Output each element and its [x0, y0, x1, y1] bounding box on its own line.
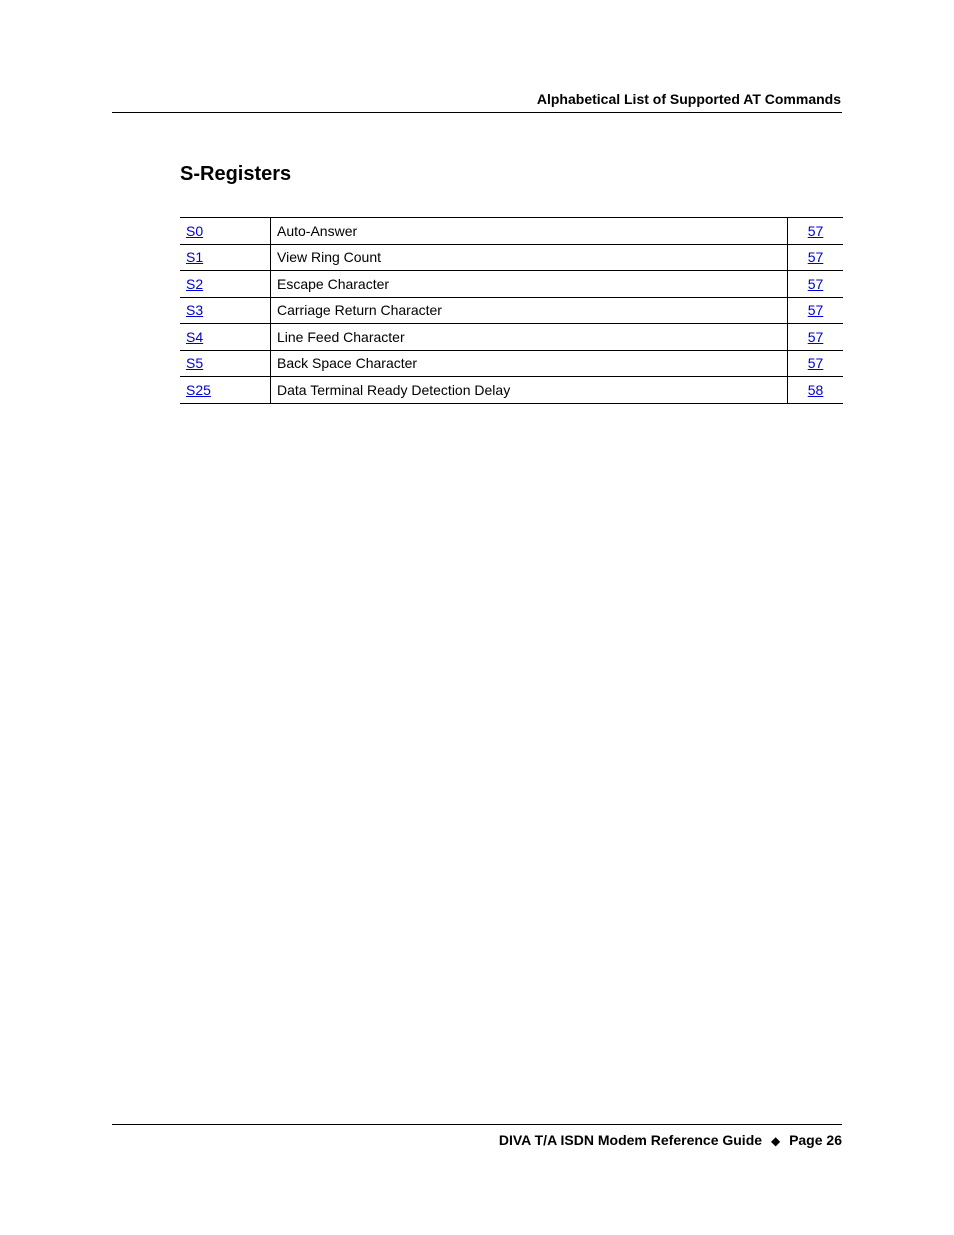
page-link[interactable]: 57	[807, 302, 824, 319]
register-link-s2[interactable]: S2	[186, 275, 204, 292]
register-link-s0[interactable]: S0	[186, 222, 204, 239]
table-row	[180, 377, 843, 404]
register-link-s5[interactable]: S5	[186, 355, 204, 372]
page-link[interactable]: 58	[807, 381, 824, 398]
table-row	[180, 244, 843, 271]
register-description: Line Feed Character	[271, 324, 788, 351]
register-link-s4[interactable]: S4	[186, 328, 204, 345]
register-description: Carriage Return Character	[271, 297, 788, 324]
register-link-s25[interactable]: S25	[186, 381, 211, 398]
register-link-s1[interactable]: S1	[186, 249, 204, 266]
header-rule	[112, 112, 842, 113]
register-description: View Ring Count	[271, 244, 788, 271]
table-row	[180, 297, 843, 324]
register-description: Data Terminal Ready Detection Delay	[271, 377, 788, 404]
page-link[interactable]: 57	[807, 249, 824, 266]
page-link[interactable]: 57	[807, 328, 824, 345]
running-footer	[499, 1132, 842, 1148]
diamond-icon: ◆	[770, 1134, 781, 1148]
register-link-s3[interactable]: S3	[186, 302, 204, 319]
table-row	[180, 218, 843, 245]
running-header: Alphabetical List of Supported AT Commands	[536, 91, 841, 107]
s-registers-table	[180, 217, 843, 404]
section-title: S-Registers	[180, 163, 292, 185]
footer-page-number: Page 26	[789, 1132, 842, 1148]
footer-guide-title: DIVA T/A ISDN Modem Reference Guide	[498, 1132, 763, 1148]
register-description: Escape Character	[271, 271, 788, 298]
table-row	[180, 324, 843, 351]
page-link[interactable]: 57	[807, 222, 824, 239]
register-description: Back Space Character	[271, 350, 788, 377]
footer-rule	[112, 1124, 842, 1125]
table-row	[180, 350, 843, 377]
register-description: Auto-Answer	[271, 218, 788, 245]
page-link[interactable]: 57	[807, 275, 824, 292]
table-row	[180, 271, 843, 298]
page-link[interactable]: 57	[807, 355, 824, 372]
